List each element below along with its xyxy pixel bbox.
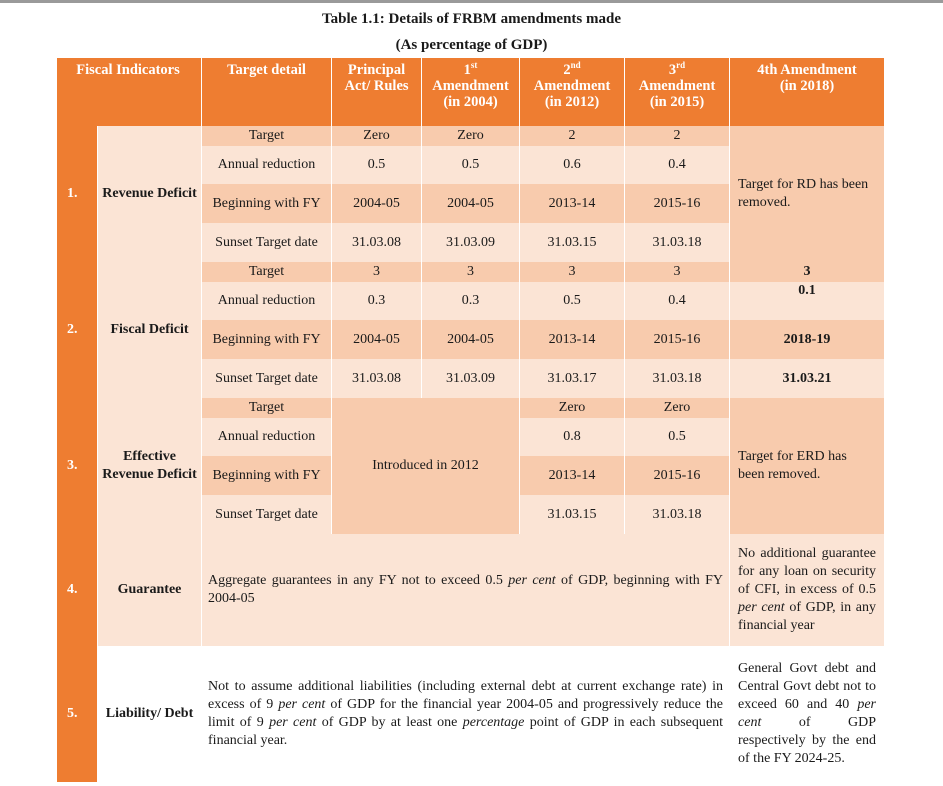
table-cell: Zero <box>331 126 421 146</box>
table-cell: 2015-16 <box>624 320 729 359</box>
introduced-note: Introduced in 2012 <box>331 398 519 534</box>
amendment4-cell: 2018-19 <box>729 320 884 359</box>
detail-label: Beginning with FY <box>201 184 331 223</box>
row-number: 5. <box>57 646 97 782</box>
table-row <box>57 126 884 146</box>
detail-label: Beginning with FY <box>201 456 331 495</box>
table-cell: 2013-14 <box>519 184 624 223</box>
detail-label: Target <box>201 262 331 282</box>
detail-label: Beginning with FY <box>201 320 331 359</box>
table-cell: 0.5 <box>331 146 421 184</box>
table-cell: 2015-16 <box>624 184 729 223</box>
table-cell: 2015-16 <box>624 456 729 495</box>
liability-amendment4: General Govt debt and Central Govt debt not to exceed 60 and 40 per cent of GDP respectively by the end of the FY 2024-25. <box>729 646 884 782</box>
header-principal-act: Principal Act/ Rules <box>331 58 421 126</box>
table-cell: 3 <box>331 262 421 282</box>
table-cell: 0.5 <box>519 282 624 320</box>
table-cell: 31.03.08 <box>331 223 421 262</box>
amendment4-cell: 0.1 <box>729 282 884 320</box>
table-cell: 2004-05 <box>331 320 421 359</box>
amendment4-note: Target for ERD has been removed. <box>729 398 884 534</box>
frbm-amendments-table <box>57 58 884 782</box>
row-number: 4. <box>57 534 97 646</box>
header-fiscal-indicators: Fiscal Indicators <box>57 58 201 126</box>
table-cell: 31.03.15 <box>519 495 624 534</box>
row-number: 2. <box>57 262 97 398</box>
row-number: 1. <box>57 126 97 262</box>
table-cell: 3 <box>519 262 624 282</box>
table-cell: Zero <box>421 126 519 146</box>
table-cell: 2 <box>519 126 624 146</box>
table-cell: 31.03.18 <box>624 495 729 534</box>
table-cell: 3 <box>624 262 729 282</box>
table-row <box>57 398 884 418</box>
indicator-label: Fiscal Deficit <box>97 262 201 398</box>
header-target-detail: Target detail <box>201 58 331 126</box>
header-row <box>57 58 884 126</box>
table-cell: Zero <box>519 398 624 418</box>
liability-text: Not to assume additional liabilities (including external debt at current exchange rate) in excess of 9 per cent of GDP for the financial year 2004-05 and progressively reduce the limit of 9 per cent of GDP by at least one percentage point of GDP in each subsequent financial year. <box>201 646 729 782</box>
header-amendment-3: 3rd Amendment (in 2015) <box>624 58 729 126</box>
table-cell: 31.03.15 <box>519 223 624 262</box>
guarantee-text: Aggregate guarantees in any FY not to exceed 0.5 per cent of GDP, beginning with FY 2004-05 <box>201 534 729 646</box>
amendment4-note: Target for RD has been removed. <box>729 126 884 262</box>
indicator-label: Effective Revenue Deficit <box>97 398 201 534</box>
detail-label: Sunset Target date <box>201 359 331 398</box>
detail-label: Target <box>201 398 331 418</box>
table-cell: 0.4 <box>624 146 729 184</box>
header-amendment-1: 1st Amendment (in 2004) <box>421 58 519 126</box>
guarantee-amendment4: No additional guarantee for any loan on security of CFI, in excess of 0.5 per cent of GDP, in any financial year <box>729 534 884 646</box>
table-row <box>57 262 884 282</box>
detail-label: Target <box>201 126 331 146</box>
detail-label: Annual reduction <box>201 282 331 320</box>
amendment4-cell: 31.03.21 <box>729 359 884 398</box>
table-cell: 0.5 <box>624 418 729 456</box>
table-title: Table 1.1: Details of FRBM amendments made <box>321 11 621 27</box>
table-cell: Zero <box>624 398 729 418</box>
table-cell: 0.4 <box>624 282 729 320</box>
table-cell: 31.03.17 <box>519 359 624 398</box>
table-cell: 0.6 <box>519 146 624 184</box>
indicator-label: Guarantee <box>97 534 201 646</box>
table-cell: 0.3 <box>331 282 421 320</box>
table-row <box>57 646 884 782</box>
amendment4-cell: 3 <box>729 262 884 282</box>
header-amendment-2: 2nd Amendment (in 2012) <box>519 58 624 126</box>
table-cell: 0.5 <box>421 146 519 184</box>
table-cell: 0.8 <box>519 418 624 456</box>
detail-label: Sunset Target date <box>201 495 331 534</box>
table-row <box>57 534 884 646</box>
table-cell: 3 <box>421 262 519 282</box>
table-cell: 2013-14 <box>519 320 624 359</box>
table-cell: 31.03.09 <box>421 359 519 398</box>
detail-label: Sunset Target date <box>201 223 331 262</box>
table-cell: 2 <box>624 126 729 146</box>
table-cell: 2004-05 <box>421 320 519 359</box>
table-cell: 0.3 <box>421 282 519 320</box>
header-amendment-4: 4th Amendment (in 2018) <box>729 58 884 126</box>
indicator-label: Liability/ Debt <box>97 646 201 782</box>
table-cell: 31.03.18 <box>624 223 729 262</box>
table-subtitle: (As percentage of GDP) <box>395 37 548 53</box>
top-rule <box>0 0 943 3</box>
indicator-label: Revenue Deficit <box>97 126 201 262</box>
detail-label: Annual reduction <box>201 146 331 184</box>
table-cell: 31.03.08 <box>331 359 421 398</box>
row-number: 3. <box>57 398 97 534</box>
table-cell: 2004-05 <box>421 184 519 223</box>
detail-label: Annual reduction <box>201 418 331 456</box>
table-cell: 2013-14 <box>519 456 624 495</box>
table-cell: 31.03.09 <box>421 223 519 262</box>
table-cell: 31.03.18 <box>624 359 729 398</box>
table-cell: 2004-05 <box>331 184 421 223</box>
